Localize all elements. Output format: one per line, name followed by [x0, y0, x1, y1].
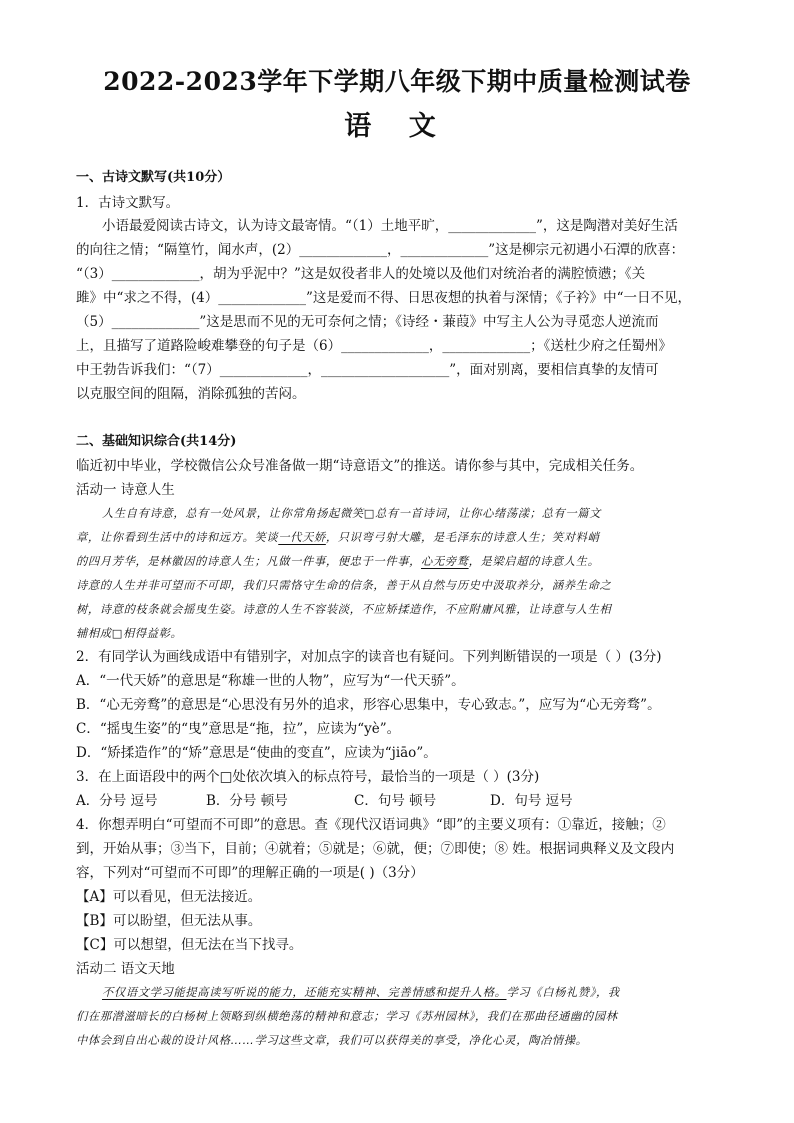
activity2-title: 活动二 语文天地 — [76, 961, 175, 977]
passage1-line: 辅相成□相得益彰。 — [76, 627, 183, 640]
q4-stem-line: 4．你想弄明白“可望而不可即”的意思。查《现代汉语词典》“即”的主要义项有：①靠近，接触；② — [76, 817, 666, 833]
section2-intro: 临近初中毕业，学校微信公众号准备做一期“诗意语文”的推送。请你参与其中，完成相关任务。 — [76, 458, 644, 474]
q1-label: 1．古诗文默写。 — [76, 195, 180, 211]
q3-option-c: C．句号 顿号 — [354, 793, 437, 809]
q2-option-b: B．“心无旁鹜”的意思是“心思没有另外的追求，形容心思集中，专心致志。”，应写为“心无旁骛”。 — [76, 697, 661, 713]
passage1-line: 的四月芳华，是林徽因的诗意人生；凡做一件事，便忠于一件事，心无旁鹜，是梁启超的诗意人生。 — [76, 555, 600, 568]
underlined-sentence: 不仅语文学习能提高读写听说的能力，还能充实精神、完善情感和提升人格。 — [102, 986, 507, 999]
q1-line: 的向往之情；“隔篁竹，闻水声，(2）_____________，_____________”这是柳宗元初遇小石潭的欣喜： — [76, 242, 685, 258]
underlined-idiom: 一代天娇 — [278, 531, 326, 544]
q1-line: 上，且描写了道路险峻难攀登的句子是（6）_____________，_____________；《送杜少府之任蜀州》 — [76, 338, 672, 354]
q1-line: 小语最爱阅读古诗文，认为诗文最寄情。“（1）土地平旷，_____________”，这是陶潜对美好生活 — [102, 218, 678, 234]
q2-stem: 2．有同学认为画线成语中有错别字，对加点字的读音也有疑问。下列判断错误的一项是（ ）(3分) — [76, 649, 662, 665]
q3-option-a: A．分号 逗号 — [76, 793, 158, 809]
q4-option-b: 【B】可以盼望，但无法从事。 — [76, 913, 262, 929]
q4-stem-line: 容，下列对“可望而不可即”的理解正确的一项是( )（3分） — [76, 865, 424, 881]
subject-title: 语 文 — [344, 111, 450, 142]
q1-line: 中王勃告诉我们：“（7）_____________，___________________”，面对别离，要相信真挚的友情可 — [76, 362, 659, 378]
q4-option-a: 【A】可以看见，但无法接近。 — [76, 889, 262, 905]
q2-option-c: C．“摇曳生姿”的“曳”意思是“拖，拉”，应读为“yè”。 — [76, 721, 401, 737]
q2-option-d: D．“矫揉造作”的“矫”意思是“使曲的变直”，应读为“jiāo”。 — [76, 745, 437, 761]
exam-title: 2022-2023学年下学期八年级下期中质量检测试卷 — [103, 67, 691, 96]
q1-line: 雎》中“求之不得，(4）_____________”这是爱而不得、日思夜想的执着与深情；《子衿》中“一日不见， — [76, 290, 692, 306]
q4-stem-line: 到，开始从事；③当下，目前；④就着；⑤就是；⑥就，便；⑦即使；⑧ 姓。根据词典释义及文段内 — [76, 841, 675, 857]
section2-heading: 二、基础知识综合(共14分) — [76, 434, 237, 449]
passage2-line: 们在那潜滋暗长的白杨树上领略到纵横绝荡的精神和意志；学习《苏州园林》，我们在那曲径通幽的园林 — [76, 1010, 618, 1023]
passage1-line: 诗意的人生并非可望而不可即，我们只需恪守生命的信条，善于从自然与历史中汲取养分，涵养生命之 — [76, 579, 612, 592]
q1-line: （5）_____________”这是思而不见的无可奈何之情；《诗经・蒹葭》中写主人公为寻觅恋人逆流而 — [76, 314, 659, 330]
q2-option-a: A．“一代天娇”的意思是“称雄一世的人物”，应写为“一代天骄”。 — [76, 673, 465, 689]
q3-stem: 3．在上面语段中的两个□处依次填入的标点符号，最恰当的一项是（ ）(3分) — [76, 769, 540, 785]
section1-heading: 一、古诗文默写(共10分） — [76, 170, 231, 185]
passage1-line: 人生自有诗意，总有一处风景，让你常角扬起微笑□总有一首诗词，让你心绪荡漾；总有一篇文 — [102, 507, 602, 520]
q4-option-c: 【C】可以想望，但无法在当下找寻。 — [76, 937, 303, 953]
passage1-line: 章，让你看到生活中的诗和远方。笑谈一代天娇，只识弯弓射大雕，是毛泽东的诗意人生；笑对料峭 — [76, 531, 600, 544]
underlined-idiom: 心无旁鹜 — [421, 555, 469, 568]
passage1-line: 树，诗意的枝条就会摇曳生姿。诗意的人生不容装淡，不应矫揉造作，不应附庸风雅，让诗意与人生相 — [76, 603, 612, 616]
q1-line: 以克服空间的阻隔，消除孤独的苦闷。 — [76, 386, 306, 402]
passage2-line: 不仅语文学习能提高读写听说的能力，还能充实精神、完善情感和提升人格。学习《白杨礼赞》，我 — [102, 986, 620, 999]
q1-line: “（3）_____________，胡为乎泥中？”这是奴役者非人的处境以及他们对统治者的满腔愤懑；《关 — [76, 266, 646, 282]
q3-option-d: D．句号 逗号 — [490, 793, 573, 809]
passage2-line: 中体会到自出心裁的设计风格……学习这些文章，我们可以获得美的享受，净化心灵，陶冶情操。 — [76, 1034, 588, 1047]
q3-option-b: B．分号 顿号 — [206, 793, 288, 809]
activity1-title: 活动一 诗意人生 — [76, 482, 175, 498]
